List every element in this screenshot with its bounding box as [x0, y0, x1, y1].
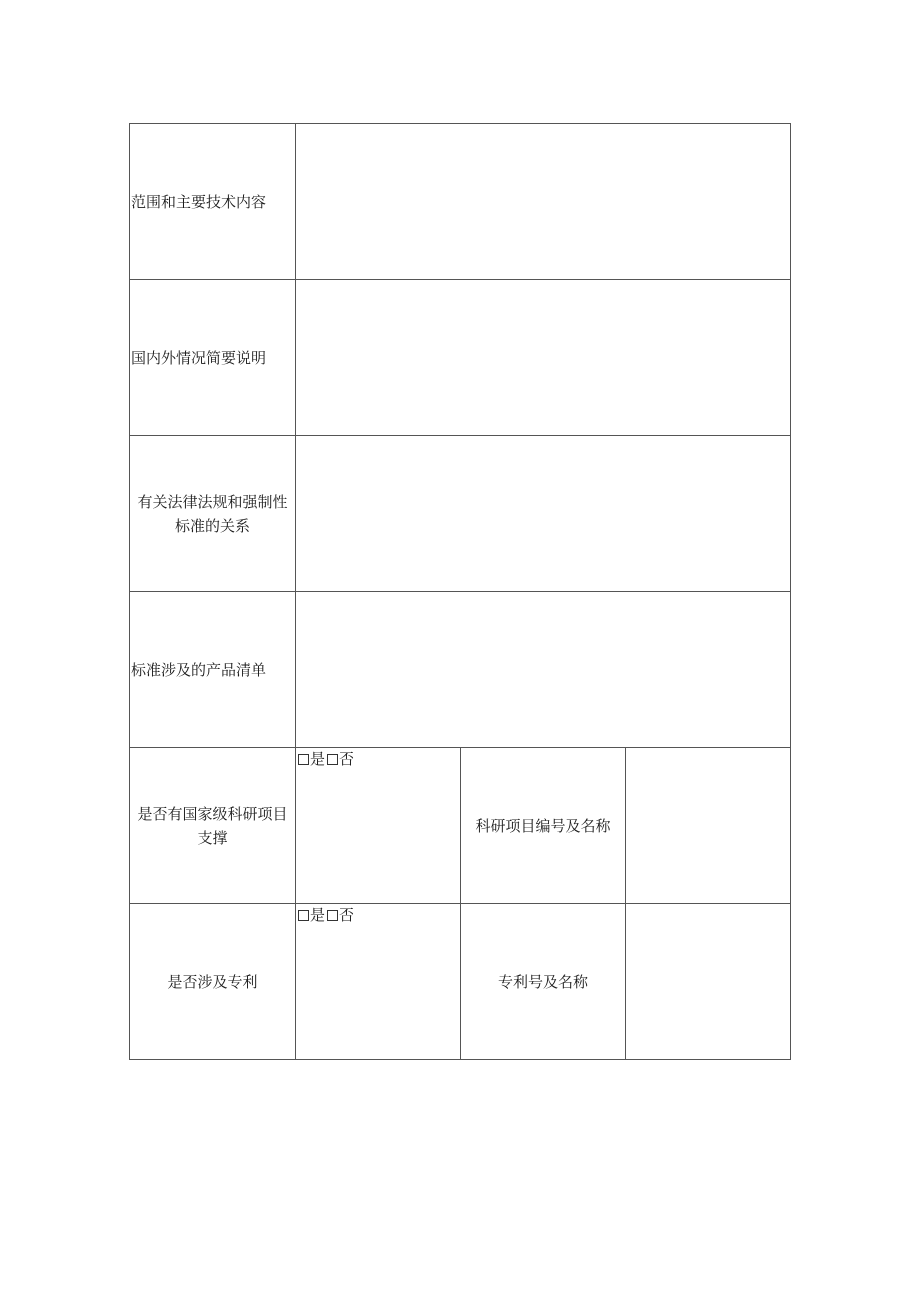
yes-label: 是 — [310, 750, 326, 768]
scope-content-field[interactable] — [296, 124, 791, 280]
table-row — [130, 124, 791, 280]
product-list-field[interactable] — [296, 592, 791, 748]
table-row — [130, 280, 791, 436]
research-yes-checkbox[interactable] — [298, 754, 309, 765]
no-label: 否 — [339, 750, 355, 768]
patent-number-field[interactable] — [626, 904, 791, 1060]
proposal-form-table — [129, 123, 791, 1060]
row-label: 是否有国家级科研项目支撑 — [130, 748, 296, 904]
row-label: 标准涉及的产品清单 — [130, 592, 296, 748]
patent-no-checkbox[interactable] — [327, 910, 338, 921]
research-no-checkbox[interactable] — [327, 754, 338, 765]
patent-number-label: 专利号及名称 — [461, 904, 626, 1060]
row-label: 范围和主要技术内容 — [130, 124, 296, 280]
table-row — [130, 748, 791, 904]
no-label: 否 — [339, 906, 355, 924]
row-label: 是否涉及专利 — [130, 904, 296, 1060]
table-row — [130, 904, 791, 1060]
research-project-field[interactable] — [626, 748, 791, 904]
research-project-label: 科研项目编号及名称 — [461, 748, 626, 904]
table-row — [130, 436, 791, 592]
row-label: 有关法律法规和强制性标准的关系 — [130, 436, 296, 592]
laws-regulations-field[interactable] — [296, 436, 791, 592]
patent-yes-checkbox[interactable] — [298, 910, 309, 921]
domestic-foreign-status-field[interactable] — [296, 280, 791, 436]
research-choice-cell — [296, 748, 461, 904]
patent-choice-cell — [296, 904, 461, 1060]
table-row — [130, 592, 791, 748]
yes-label: 是 — [310, 906, 326, 924]
row-label: 国内外情况简要说明 — [130, 280, 296, 436]
